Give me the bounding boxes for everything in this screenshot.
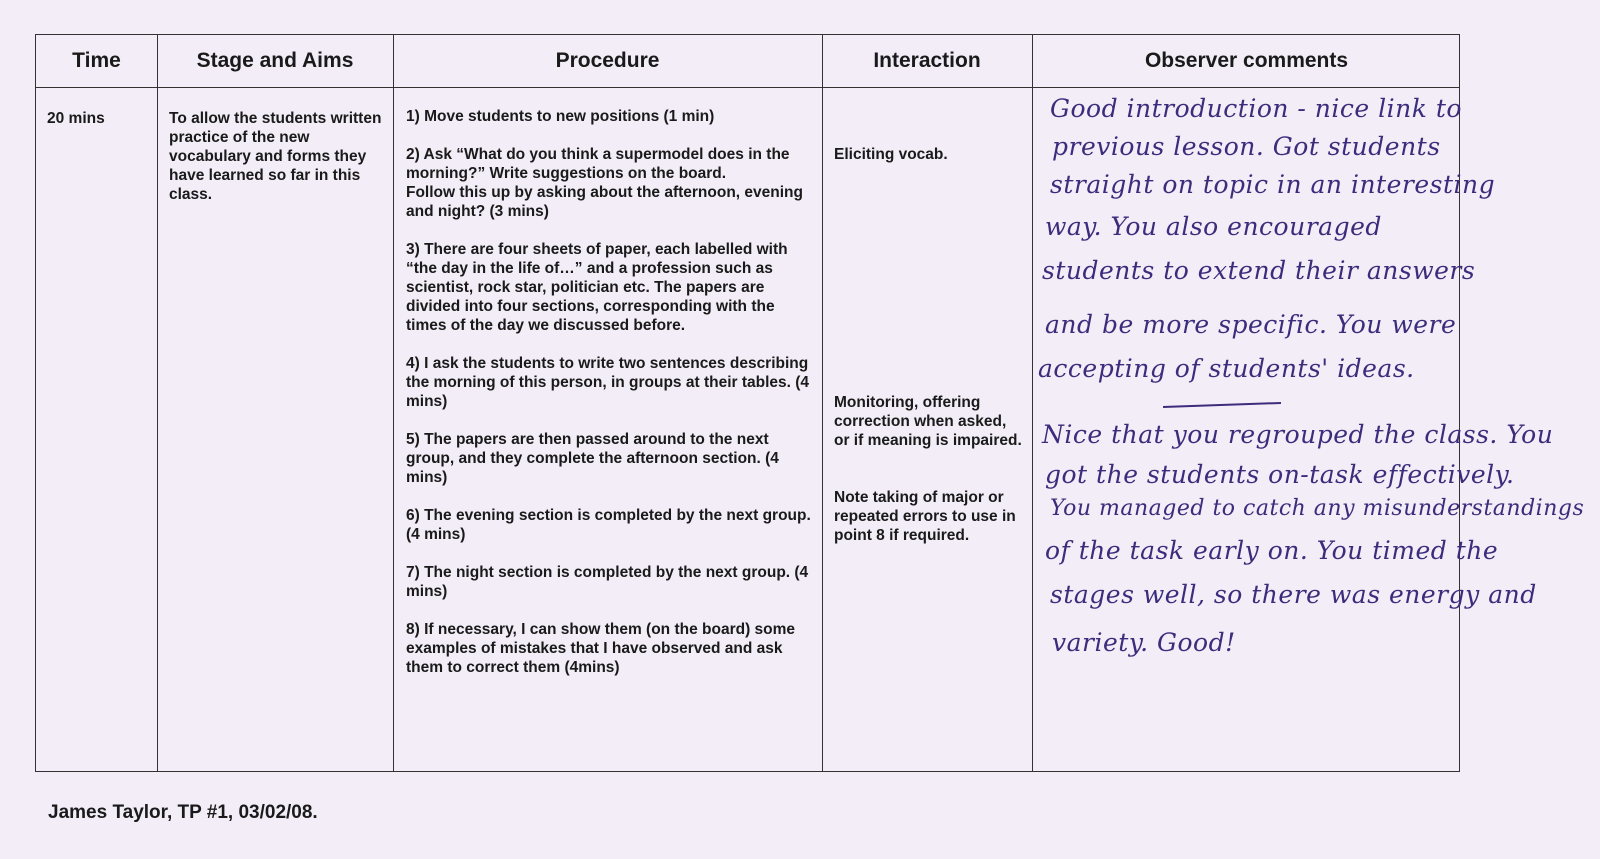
- comment-line: Nice that you regrouped the class. You: [1042, 420, 1554, 449]
- comment-line: Good introduction - nice link to: [1050, 94, 1462, 123]
- procedure-step: Follow this up by asking about the afternoon, evening and night? (3 mins): [406, 184, 803, 220]
- procedure-step: 5) The papers are then passed around to the next group, and they complete the afternoon section. (4 mins): [406, 431, 779, 486]
- comment-line: variety. Good!: [1052, 628, 1236, 657]
- comment-line: You managed to catch any misunderstandings: [1050, 496, 1585, 521]
- header-stage-aims: Stage and Aims: [196, 49, 354, 72]
- comment-line: stages well, so there was energy and: [1050, 580, 1537, 609]
- procedure-step: 7) The night section is completed by the next group. (4 mins): [406, 564, 809, 600]
- interaction-eliciting: Eliciting vocab.: [834, 146, 948, 163]
- comment-line: accepting of students' ideas.: [1038, 354, 1415, 383]
- header-observer-comments: Observer comments: [1144, 49, 1349, 72]
- header-interaction: Interaction: [873, 49, 981, 72]
- comment-line: way. You also encouraged: [1045, 212, 1382, 241]
- comment-line: got the students on-task effectively.: [1045, 460, 1515, 489]
- header-procedure: Procedure: [555, 49, 660, 72]
- comment-line: and be more specific. You were: [1045, 310, 1457, 339]
- procedure-step: 8) If necessary, I can show them (on the board) some examples of mistakes that I have observed and ask them to correct them (4mins): [406, 621, 796, 676]
- procedure-cell: [406, 107, 818, 696]
- column-divider: [393, 35, 394, 771]
- interaction-monitoring: Monitoring, offering correction when asked, or if meaning is impaired.: [834, 394, 1022, 449]
- procedure-step: 4) I ask the students to write two sentences describing the morning of this person, in groups at their tables. (4 mins): [406, 355, 810, 410]
- column-divider: [822, 35, 823, 771]
- procedure-step: 2) Ask “What do you think a supermodel does in the morning?” Write suggestions on the board.: [406, 146, 790, 182]
- interaction-note-taking: Note taking of major or repeated errors to use in point 8 if required.: [834, 489, 1016, 544]
- comment-line: of the task early on. You timed the: [1045, 536, 1499, 565]
- stage-aims-cell: To allow the students written practice of the new vocabulary and forms they have learned so far in this class.: [169, 110, 382, 203]
- column-divider: [1032, 35, 1033, 771]
- comment-line: previous lesson. Got students: [1052, 132, 1441, 161]
- comment-line: straight on topic in an interesting: [1050, 170, 1496, 199]
- time-cell: 20 mins: [47, 110, 105, 127]
- procedure-step: 3) There are four sheets of paper, each labelled with “the day in the life of…” and a profession such as scientist, rock star, politician etc. The papers are divided into four sections, corresponding with the times of the day we discussed before.: [406, 241, 788, 334]
- footer-author-date: James Taylor, TP #1, 03/02/08.: [48, 802, 318, 823]
- procedure-step: 6) The evening section is completed by the next group. (4 mins): [406, 507, 811, 543]
- column-divider: [157, 35, 158, 771]
- comment-line: students to extend their answers: [1042, 256, 1476, 285]
- procedure-step: 1) Move students to new positions (1 min): [406, 108, 715, 125]
- header-time: Time: [72, 49, 121, 72]
- header-divider: [36, 87, 1459, 88]
